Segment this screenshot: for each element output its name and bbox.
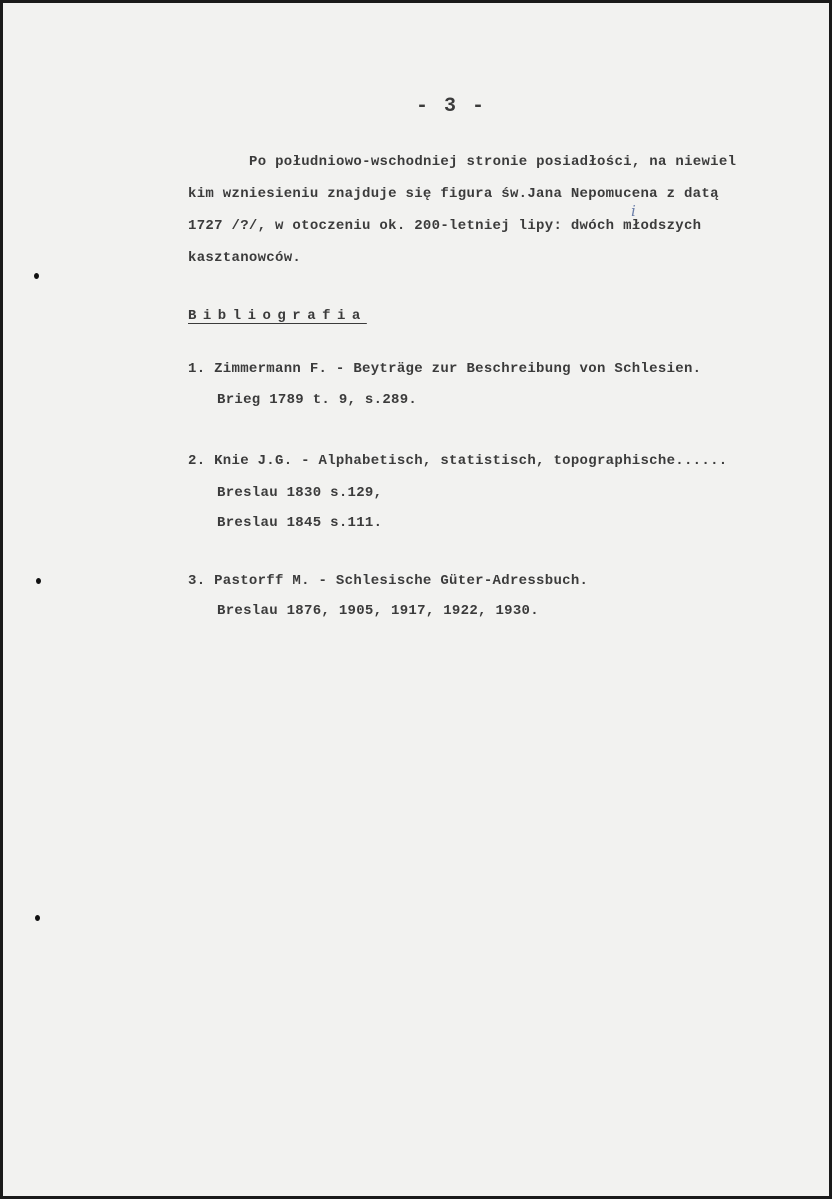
paragraph-line-4: kasztanowców. [188,250,302,266]
paragraph-line-1: Po południowo-wschodniej stronie posiadłości, na niewiel [249,154,737,170]
bib-entry-2-line-2: Breslau 1830 s.129, [217,485,383,501]
bib-entry-2-line-3: Breslau 1845 s.111. [217,515,383,531]
paragraph-line-3: 1727 /?/, w otoczeniu ok. 200-letniej lipy: dwóch młodszych [188,218,702,234]
paragraph-line-2: kim wzniesieniu znajduje się figura św.Jana Nepomucena z datą [188,186,719,202]
page-number: - 3 - [416,95,487,118]
punch-hole-mark [35,915,40,921]
bib-entry-3-line-1: 3. Pastorff M. - Schlesische Güter-Adressbuch. [188,573,589,589]
document-page [3,3,829,1196]
handwritten-mark: i [631,202,636,220]
bib-entry-3-line-2: Breslau 1876, 1905, 1917, 1922, 1930. [217,603,539,619]
bib-entry-2-line-1: 2. Knie J.G. - Alphabetisch, statistisch, topographische...... [188,453,728,469]
bib-entry-1-line-2: Brieg 1789 t. 9, s.289. [217,392,418,408]
punch-hole-mark [36,578,41,584]
bibliography-heading: Bibliografia [188,308,367,324]
bib-entry-1-line-1: 1. Zimmermann F. - Beyträge zur Beschreibung von Schlesien. [188,361,702,377]
punch-hole-mark [34,273,39,279]
